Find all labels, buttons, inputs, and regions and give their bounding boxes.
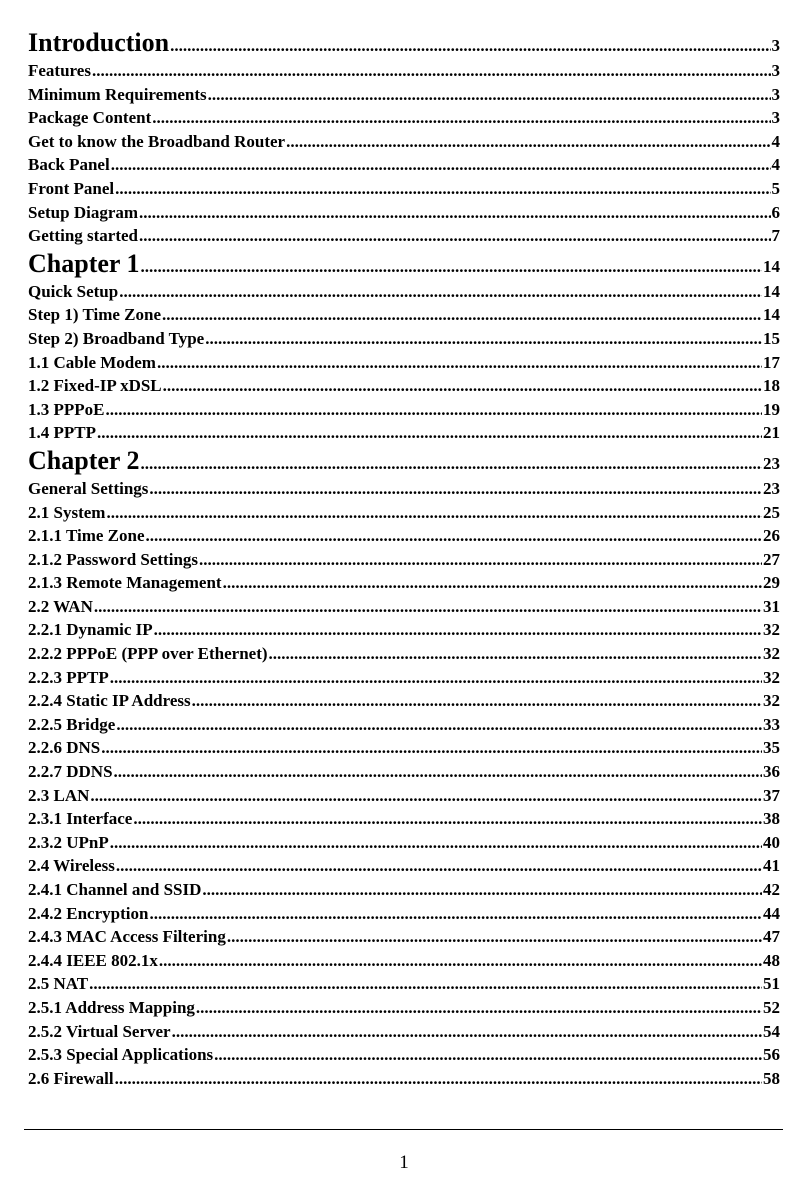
toc-chapter-heading[interactable] [28, 248, 780, 280]
toc-dot-leader [115, 1067, 762, 1091]
toc-entry-title: 2.3 LAN [28, 785, 90, 805]
toc-page-number: 14 [763, 305, 780, 325]
toc-dot-leader [149, 477, 762, 501]
toc-entry[interactable] [28, 59, 780, 83]
toc-page-number: 36 [763, 762, 780, 782]
toc-entry-title: 1.2 Fixed-IP xDSL [28, 376, 162, 396]
toc-dot-leader [116, 713, 762, 737]
toc-dot-leader [146, 524, 763, 548]
toc-dot-leader [140, 448, 762, 477]
toc-entry-title: 2.3.2 UPnP [28, 832, 109, 852]
toc-entry-title: 1.1 Cable Modem [28, 352, 156, 372]
toc-dot-leader [94, 595, 762, 619]
toc-entry-title: Getting started [28, 226, 139, 246]
toc-entry-title: 2.5.3 Special Applications [28, 1045, 214, 1065]
toc-dot-leader [202, 878, 762, 902]
toc-dot-leader [152, 106, 770, 130]
toc-dot-leader [139, 201, 770, 225]
toc-page-number: 3 [771, 61, 780, 80]
toc-page-number: 38 [763, 809, 780, 829]
toc-dot-leader [106, 398, 763, 422]
toc-page-number: 58 [763, 1068, 780, 1088]
toc-entry[interactable] [28, 760, 780, 784]
toc-dot-leader [139, 224, 770, 248]
page-number: 1 [399, 1152, 409, 1173]
toc-dot-leader [154, 618, 762, 642]
toc-entry-title: 2.2.4 Static IP Address [28, 691, 191, 711]
toc-entry-title: General Settings [28, 478, 149, 498]
toc-entry[interactable] [28, 280, 780, 304]
toc-entry-title: 2.5.2 Virtual Server [28, 1021, 171, 1041]
toc-dot-leader [269, 642, 762, 666]
toc-entry[interactable] [28, 618, 780, 642]
toc-entry[interactable] [28, 736, 780, 760]
toc-entry-title: 1.3 PPPoE [28, 399, 105, 419]
toc-entry[interactable] [28, 83, 780, 107]
toc-entry[interactable] [28, 501, 780, 525]
toc-entry-title: 2.4 Wireless [28, 856, 115, 876]
toc-entry[interactable] [28, 1020, 780, 1044]
toc-dot-leader [140, 251, 762, 280]
toc-entry-title: 2.4.2 Encryption [28, 903, 149, 923]
toc-dot-leader [89, 972, 762, 996]
toc-dot-leader [162, 303, 762, 327]
toc-entry-title: Chapter 1 [28, 248, 140, 278]
toc-page-number: 25 [763, 502, 780, 522]
toc-entry[interactable] [28, 106, 780, 130]
toc-entry-title: 2.2.6 DNS [28, 738, 101, 758]
toc-entry[interactable] [28, 902, 780, 926]
toc-page-number: 56 [763, 1045, 780, 1065]
toc-dot-leader [159, 949, 762, 973]
footer-divider [24, 1129, 783, 1130]
toc-entry[interactable] [28, 477, 780, 501]
toc-chapter-heading[interactable] [28, 27, 780, 59]
toc-entry[interactable] [28, 524, 780, 548]
toc-entry-title: 2.5.1 Address Mapping [28, 997, 195, 1017]
toc-entry[interactable] [28, 398, 780, 422]
toc-entry-title: 2.1.2 Password Settings [28, 549, 199, 569]
toc-page-number: 48 [763, 950, 780, 970]
toc-dot-leader [205, 327, 762, 351]
toc-dot-leader [92, 59, 771, 83]
toc-dot-leader [227, 925, 762, 949]
toc-entry-title: Setup Diagram [28, 202, 139, 222]
toc-page-number: 21 [763, 423, 780, 443]
toc-dot-leader [116, 854, 762, 878]
toc-dot-leader [157, 351, 762, 375]
toc-entry[interactable] [28, 303, 780, 327]
toc-entry-title: Step 2) Broadband Type [28, 328, 205, 348]
toc-dot-leader [114, 760, 762, 784]
toc-page-number: 40 [763, 832, 780, 852]
toc-page-number: 26 [763, 526, 780, 546]
toc-entry-title: 2.6 Firewall [28, 1068, 114, 1088]
toc-page-number: 15 [763, 328, 780, 348]
toc-entry[interactable] [28, 854, 780, 878]
toc-page-number: 32 [763, 620, 780, 640]
toc-page-number: 52 [763, 997, 780, 1017]
toc-dot-leader [115, 177, 770, 201]
toc-page-number: 29 [763, 573, 780, 593]
toc-entry-title: Quick Setup [28, 281, 119, 301]
toc-page-number: 14 [763, 281, 780, 301]
toc-dot-leader [119, 280, 762, 304]
toc-entry[interactable] [28, 713, 780, 737]
toc-dot-leader [106, 501, 762, 525]
toc-entry[interactable] [28, 689, 780, 713]
toc-page-number: 51 [763, 974, 780, 994]
toc-dot-leader [208, 83, 771, 107]
toc-entry[interactable] [28, 130, 780, 154]
toc-page-number: 32 [763, 667, 780, 687]
toc-entry-title: 2.2 WAN [28, 596, 93, 616]
toc-page-number: 5 [771, 178, 780, 198]
toc-entry[interactable] [28, 177, 780, 201]
table-of-contents [28, 27, 780, 1090]
toc-entry-title: 2.3.1 Interface [28, 809, 133, 829]
toc-entry-title: 2.1.1 Time Zone [28, 526, 145, 546]
toc-page-number: 31 [763, 596, 780, 616]
toc-page-number: 4 [771, 131, 780, 151]
toc-page-number: 23 [763, 453, 780, 473]
toc-entry-title: 1.4 PPTP [28, 423, 96, 443]
toc-entry[interactable] [28, 642, 780, 666]
toc-entry-title: 2.4.1 Channel and SSID [28, 880, 202, 899]
toc-page-number: 41 [763, 856, 780, 876]
toc-dot-leader [90, 784, 762, 808]
toc-entry[interactable] [28, 374, 780, 398]
toc-page-number: 4 [771, 155, 780, 175]
toc-entry-title: Chapter 2 [28, 445, 140, 475]
toc-entry-title: 2.2.5 Bridge [28, 714, 116, 734]
toc-page-number: 18 [763, 376, 780, 396]
toc-page-number: 6 [771, 202, 780, 222]
toc-entry[interactable] [28, 972, 780, 996]
toc-entry[interactable] [28, 224, 780, 248]
toc-entry-title: 2.4.3 MAC Access Filtering [28, 927, 226, 947]
toc-page-number: 54 [763, 1021, 780, 1041]
toc-page-number: 17 [763, 352, 780, 372]
toc-entry-title: Front Panel [28, 178, 115, 198]
toc-page-number: 27 [763, 549, 780, 569]
toc-dot-leader [149, 902, 762, 926]
toc-dot-leader [172, 1020, 762, 1044]
toc-entry[interactable] [28, 153, 780, 177]
toc-entry[interactable] [28, 421, 780, 445]
toc-entry[interactable] [28, 949, 780, 973]
toc-page-number: 19 [763, 399, 780, 419]
toc-entry[interactable] [28, 878, 780, 902]
toc-entry[interactable] [28, 831, 780, 855]
toc-entry[interactable] [28, 807, 780, 831]
toc-dot-leader [101, 736, 762, 760]
toc-entry-title: Step 1) Time Zone [28, 305, 162, 325]
toc-dot-leader [223, 571, 762, 595]
toc-page-number: 32 [763, 691, 780, 711]
toc-page-number: 7 [771, 226, 780, 246]
toc-entry-title: 2.5 NAT [28, 974, 89, 994]
toc-entry-title: Minimum Requirements [28, 84, 207, 104]
toc-entry-title: Features [28, 61, 91, 80]
toc-entry[interactable] [28, 571, 780, 595]
toc-dot-leader [163, 374, 762, 398]
toc-dot-leader [170, 30, 770, 59]
toc-entry[interactable] [28, 595, 780, 619]
toc-entry-title: Introduction [28, 28, 170, 57]
toc-page-number: 37 [763, 785, 780, 805]
toc-entry[interactable] [28, 351, 780, 375]
toc-page-number: 35 [763, 738, 780, 758]
toc-entry[interactable] [28, 548, 780, 572]
toc-dot-leader [110, 831, 762, 855]
toc-chapter-heading[interactable] [28, 445, 780, 477]
toc-entry-title: 2.2.2 PPPoE (PPP over Ethernet) [28, 644, 268, 664]
toc-entry[interactable] [28, 1067, 780, 1091]
toc-entry[interactable] [28, 1043, 780, 1067]
toc-entry[interactable] [28, 327, 780, 351]
toc-page-number: 32 [763, 644, 780, 664]
toc-dot-leader [199, 548, 762, 572]
toc-entry-title: 2.1 System [28, 502, 106, 522]
toc-dot-leader [286, 130, 770, 154]
toc-dot-leader [196, 996, 762, 1020]
toc-dot-leader [110, 666, 762, 690]
toc-page-number: 33 [763, 714, 780, 734]
toc-entry[interactable] [28, 996, 780, 1020]
toc-entry-title: 2.2.3 PPTP [28, 667, 109, 687]
toc-dot-leader [97, 421, 762, 445]
toc-page-number: 42 [763, 880, 780, 899]
toc-dot-leader [111, 153, 771, 177]
toc-entry-title: Back Panel [28, 155, 110, 175]
toc-entry-title: 2.1.3 Remote Management [28, 573, 222, 593]
toc-entry-title: 2.2.7 DDNS [28, 762, 113, 782]
toc-page-number: 23 [763, 478, 780, 498]
toc-page-number: 14 [763, 256, 780, 276]
toc-entry-title: Package Content [28, 108, 152, 128]
toc-entry-title: 2.4.4 IEEE 802.1x [28, 950, 158, 970]
toc-page-number: 3 [771, 84, 780, 104]
toc-entry[interactable] [28, 784, 780, 808]
toc-page-number: 3 [771, 36, 780, 55]
toc-entry-title: Get to know the Broadband Router [28, 131, 286, 151]
toc-page-number: 47 [763, 927, 780, 947]
toc-dot-leader [192, 689, 762, 713]
toc-entry-title: 2.2.1 Dynamic IP [28, 620, 153, 640]
toc-entry[interactable] [28, 201, 780, 225]
toc-page-number: 44 [763, 903, 780, 923]
toc-page-number: 3 [771, 108, 780, 128]
toc-dot-leader [214, 1043, 762, 1067]
toc-entry[interactable] [28, 925, 780, 949]
toc-dot-leader [133, 807, 762, 831]
toc-entry[interactable] [28, 666, 780, 690]
